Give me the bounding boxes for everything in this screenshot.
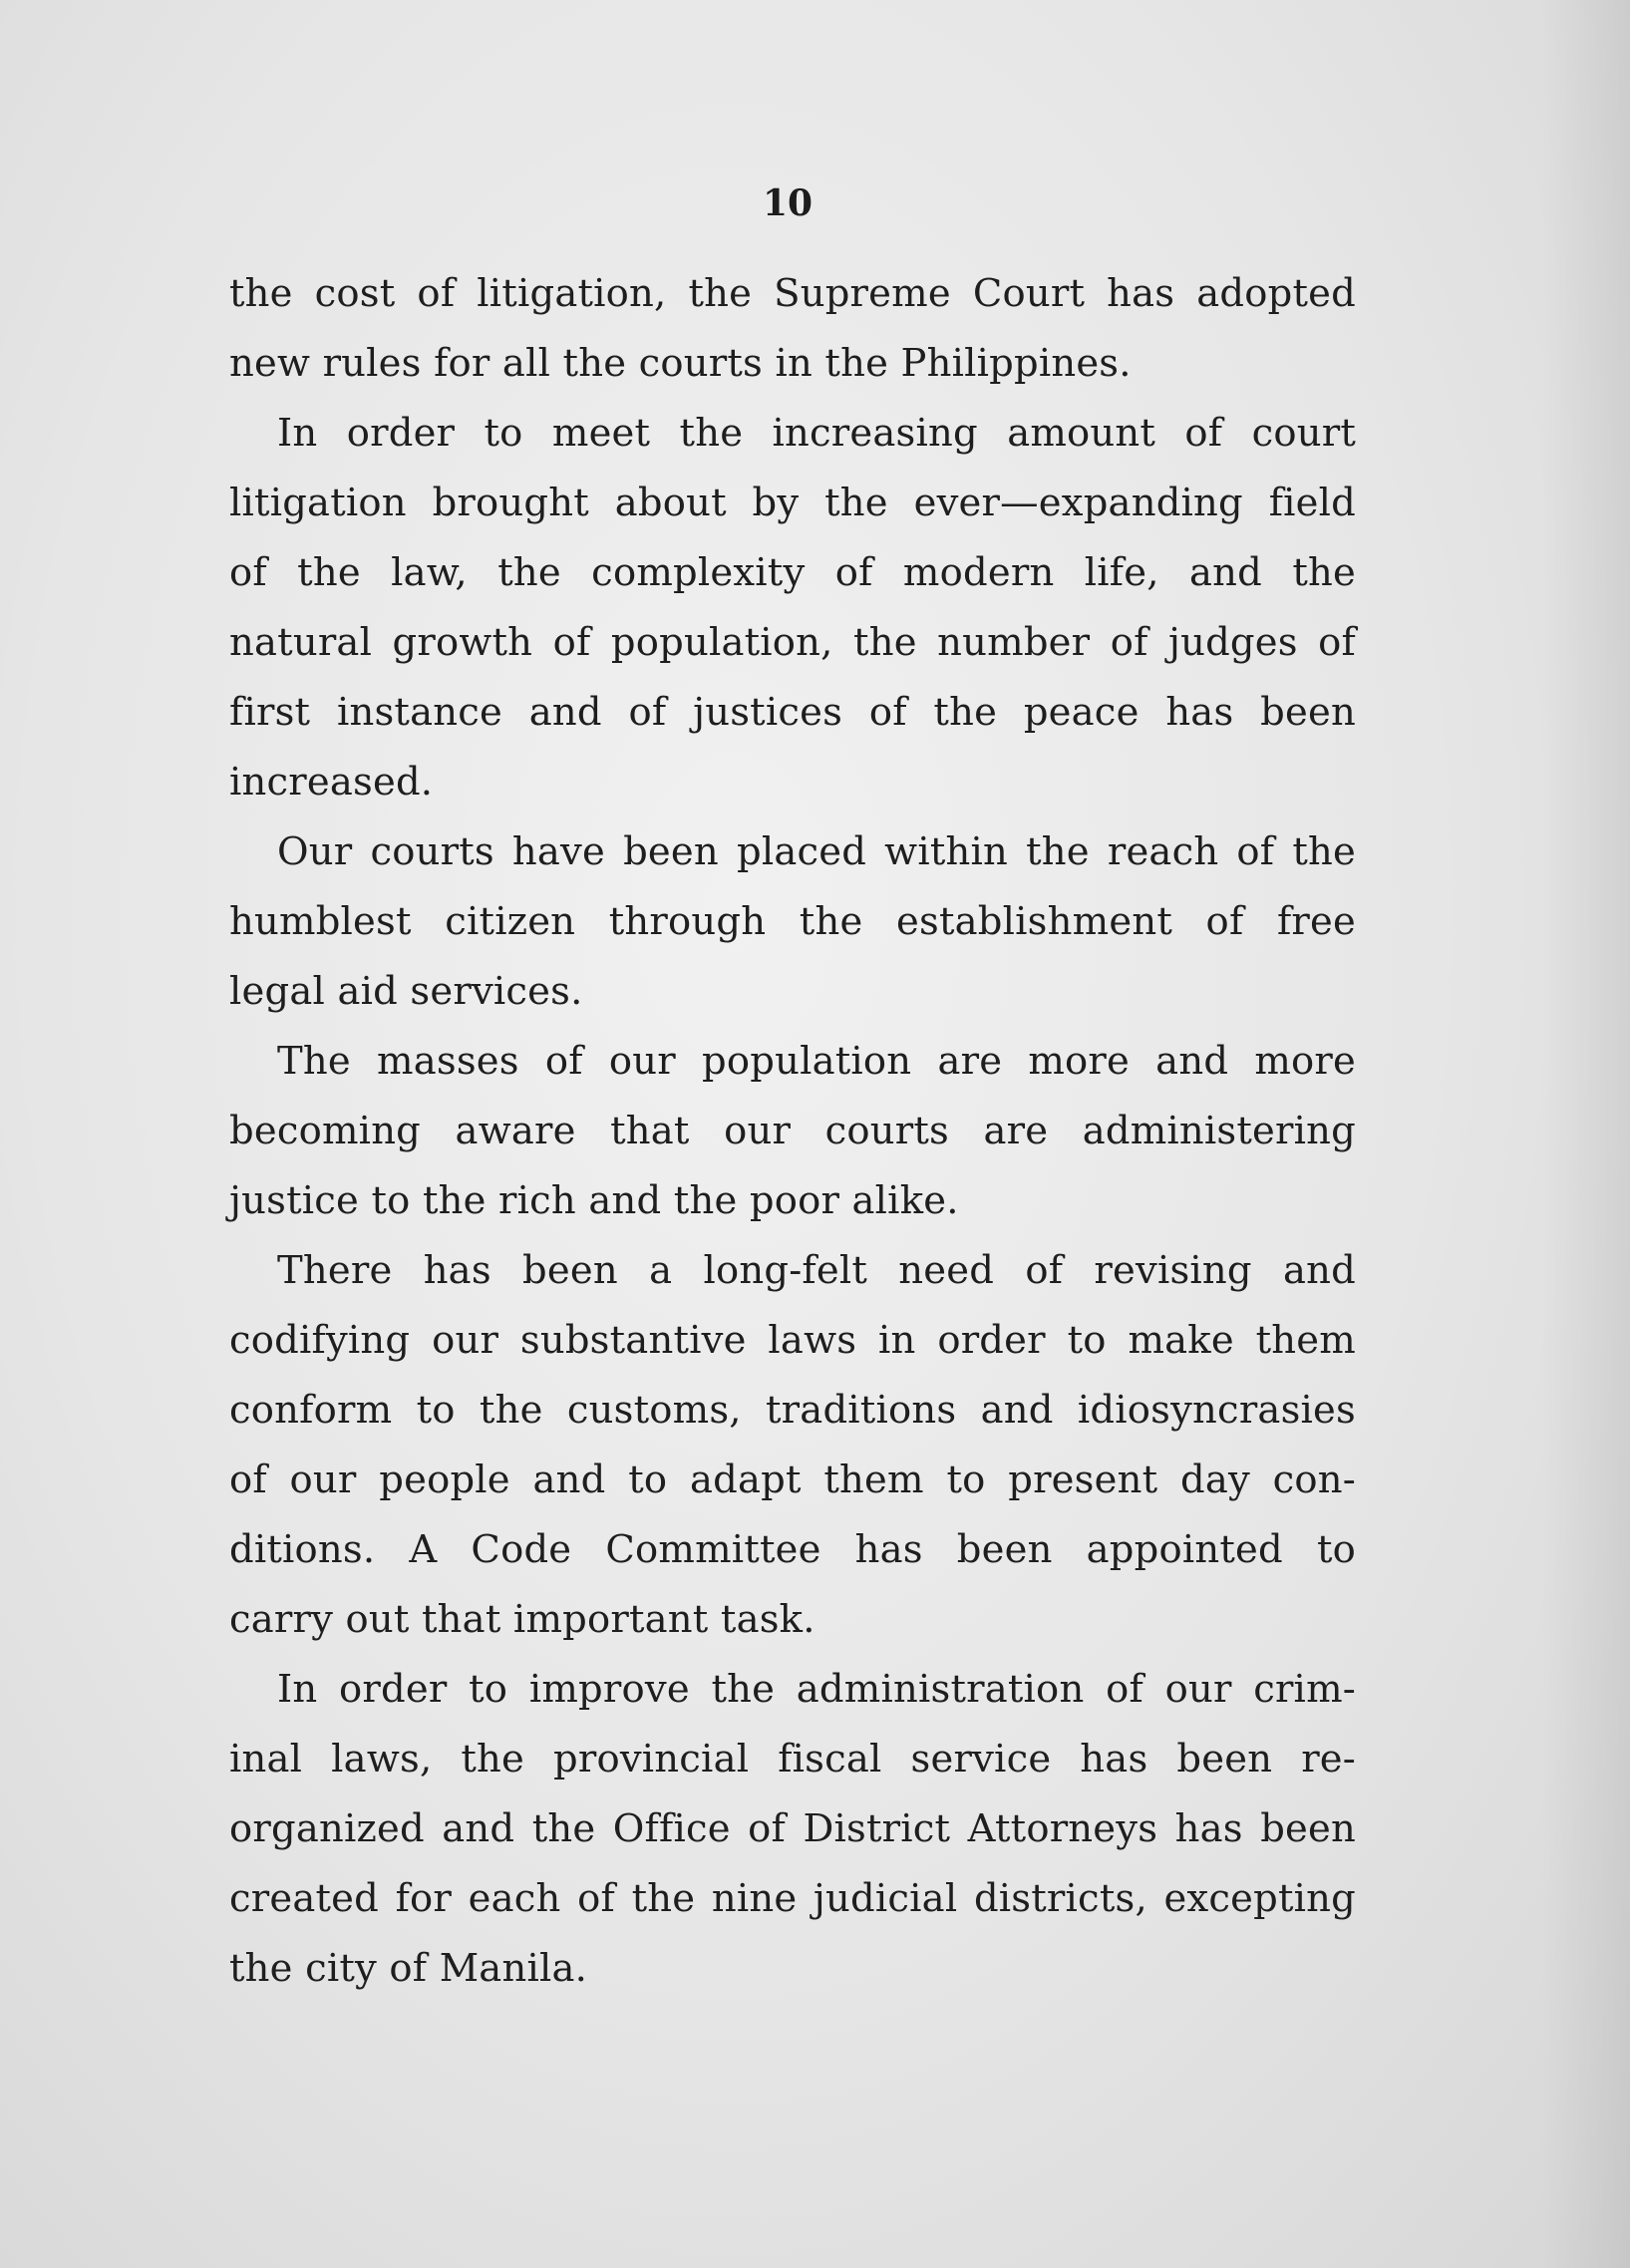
text-line: litigation brought about by the ever—expanding field (229, 481, 1356, 525)
text-line: new rules for all the courts in the Philippines. (229, 341, 1132, 386)
text-line: codifying our substantive laws in order to make them (229, 1318, 1356, 1363)
text-line: the city of Manila. (229, 1946, 588, 1991)
text-line: In order to improve the administration of our crim- (277, 1667, 1356, 1712)
page-number: 10 (762, 182, 814, 224)
text-line: ditions. A Code Committee has been appointed to (229, 1527, 1356, 1572)
text-line: organized and the Office of District Attorneys has been (229, 1806, 1356, 1851)
text-line: The masses of our population are more and more (277, 1039, 1356, 1084)
text-line: legal aid services. (229, 969, 583, 1014)
text-line: In order to meet the increasing amount of court (277, 411, 1356, 456)
text-line: carry out that important task. (229, 1597, 815, 1642)
text-line: first instance and of justices of the peace has been (229, 690, 1356, 735)
text-line: Our courts have been placed within the reach of the (277, 829, 1356, 874)
text-line: humblest citizen through the establishment of free (229, 899, 1356, 944)
text-line: created for each of the nine judicial districts, excepting (229, 1876, 1356, 1921)
text-line: inal laws, the provincial fiscal service has been re- (229, 1737, 1356, 1782)
body-text (229, 259, 1356, 2004)
text-line: conform to the customs, traditions and idiosyncrasies (229, 1388, 1356, 1433)
text-line: becoming aware that our courts are administering (229, 1109, 1356, 1153)
text-line: of the law, the complexity of modern life, and the (229, 550, 1356, 595)
text-line: natural growth of population, the number of judges of (229, 620, 1356, 665)
text-line: There has been a long-felt need of revising and (277, 1248, 1356, 1293)
text-line: justice to the rich and the poor alike. (229, 1178, 959, 1223)
text-line: increased. (229, 760, 434, 805)
text-line: of our people and to adapt them to present day con- (229, 1458, 1356, 1502)
text-line: the cost of litigation, the Supreme Court has adopted (229, 271, 1356, 316)
